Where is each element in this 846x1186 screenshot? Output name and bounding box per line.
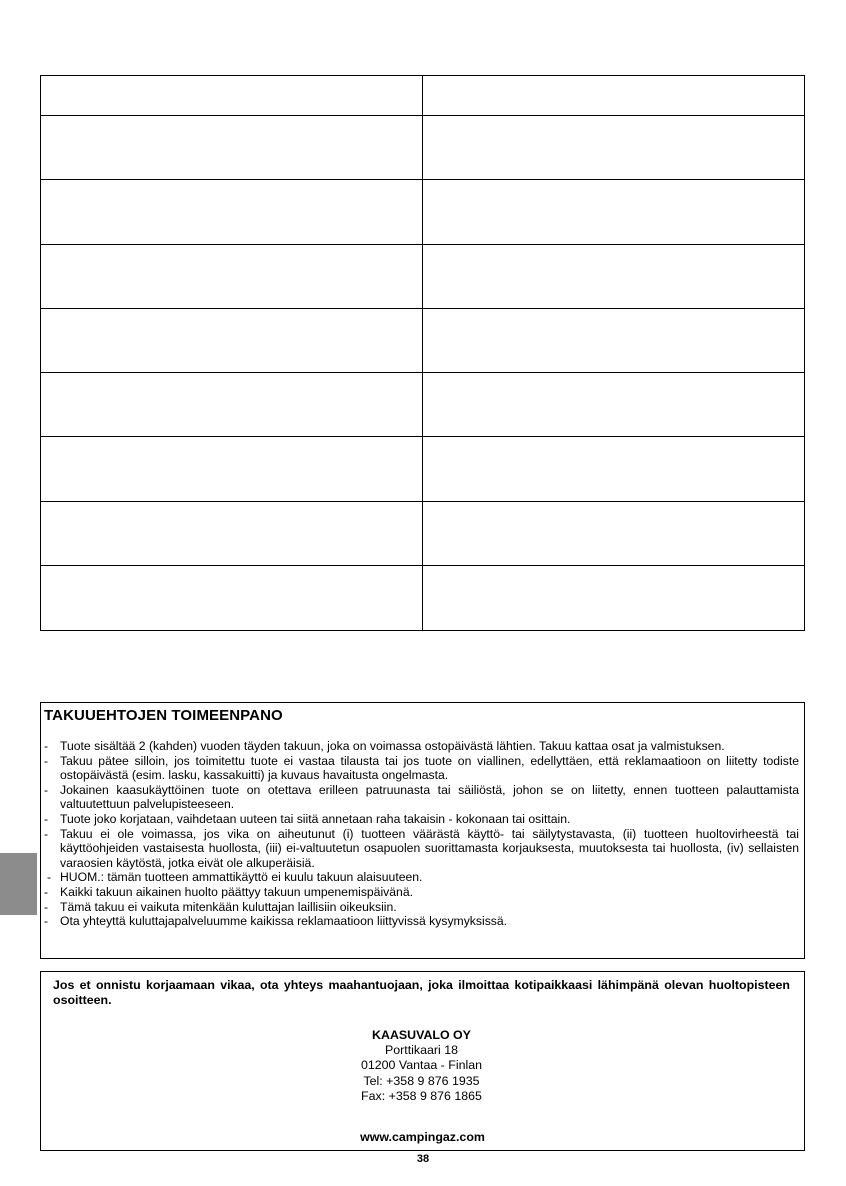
bullet-dash: - <box>44 811 49 826</box>
table-cell <box>41 309 423 373</box>
list-item <box>44 754 799 783</box>
table-cell <box>41 502 423 566</box>
bullet-dash: - <box>44 914 49 929</box>
term-text: Tämä takuu ei vaikuta mitenkään kuluttajan laillisiin oikeuksiin. <box>60 899 397 914</box>
bullet-dash: - <box>44 782 49 797</box>
table-cell <box>41 116 423 180</box>
table-cell <box>41 76 423 116</box>
term-text: Takuu ei ole voimassa, jos vika on aiheutunut (i) tuotteen väärästä käyttö- tai säilytystavasta, (ii) tuotteen huoltovirheestä tai käyttöohjeiden vastaisesta huollosta, (iii) ei-valtuutetun osapuolen suorittamasta korjauksesta, muutoksesta tai huollosta, (iv) sellaisten varaosien käytöstä, jotka eivät ole alkuperäisiä. <box>60 826 799 870</box>
table-cell <box>41 566 423 630</box>
table-cell <box>423 180 804 244</box>
table-cell <box>423 76 804 116</box>
city-address: 01200 Vantaa - Finlan <box>360 1058 482 1073</box>
importer-contact-box <box>40 971 805 1151</box>
page-number: 38 <box>416 1153 430 1165</box>
warranty-terms-list <box>44 739 799 929</box>
term-text: Takuu pätee silloin, jos toimitettu tuote ei vastaa tilausta tai jos tuote on viallinen, edellyttäen, että reklamaatioon on liitetty todiste ostopäivästä (esim. lasku, kassakuitti) ja kuvaus havaitusta ongelmasta. <box>60 753 799 783</box>
bullet-dash: - <box>44 899 49 914</box>
table-cell <box>423 309 804 373</box>
table-cell <box>423 566 804 630</box>
list-item <box>44 914 799 929</box>
phone-number: Tel: +358 9 876 1935 <box>363 1073 480 1088</box>
term-text: Tuote joko korjataan, vaihdetaan uuteen tai siitä annetaan raha takaisin - kokonaan tai osittain. <box>60 811 571 826</box>
table-cell <box>423 373 804 437</box>
term-text: Tuote sisältää 2 (kahden) vuoden täyden takuun, joka on voimassa ostopäivästä lähtien. Takuu kattaa osat ja valmistuksen. <box>60 739 725 753</box>
table-cell <box>41 180 423 244</box>
list-item <box>44 812 799 827</box>
term-text: Kaikki takuun aikainen huolto päättyy takuun umpenemispäivänä. <box>60 884 413 899</box>
importer-address <box>53 1028 790 1104</box>
list-item <box>44 900 799 915</box>
fax-number: Fax: +358 9 876 1865 <box>361 1088 482 1103</box>
bullet-dash: - <box>47 870 52 885</box>
table-cell <box>41 245 423 309</box>
bullet-dash: - <box>44 826 49 841</box>
list-item <box>44 885 799 900</box>
term-text: Ota yhteyttä kuluttajapalveluumme kaikissa reklamaatioon liittyvissä kysymyksissä. <box>60 914 508 929</box>
list-item <box>44 739 799 754</box>
website-link[interactable]: www.campingaz.com <box>360 1130 485 1144</box>
table-cell <box>423 502 804 566</box>
table-cell <box>41 373 423 437</box>
table-cell <box>423 437 804 501</box>
term-text: Jokainen kaasukäyttöinen tuote on otettava erilleen patruunasta tai säiliöstä, johon se on liitetty, ennen tuotteen palauttamista valtuutettuun palvelupisteeseen. <box>60 782 799 812</box>
section-tab-marker <box>0 853 37 915</box>
table-cell <box>423 245 804 309</box>
contact-intro: Jos et onnistu korjaamaan vikaa, ota yhteys maahantuojaan, joka ilmoittaa kotipaikkaasi lähimpänä olevan huoltopisteen osoitteen. <box>53 978 790 1007</box>
list-item <box>44 827 799 871</box>
table-cell <box>41 437 423 501</box>
warranty-title: TAKUUEHTOJEN TOIMEENPANO <box>44 707 283 724</box>
list-item <box>44 870 799 885</box>
table-cell <box>423 116 804 180</box>
list-item <box>44 783 799 812</box>
bullet-dash: - <box>44 739 49 753</box>
warranty-terms-box <box>40 702 805 959</box>
bullet-dash: - <box>44 884 49 899</box>
blank-table <box>40 75 805 631</box>
street-address: Porttikaari 18 <box>384 1043 458 1058</box>
company-name: KAASUVALO OY <box>372 1028 471 1042</box>
term-text: HUOM.: tämän tuotteen ammattikäyttö ei kuulu takuun alaisuuteen. <box>60 870 423 885</box>
bullet-dash: - <box>44 753 49 768</box>
